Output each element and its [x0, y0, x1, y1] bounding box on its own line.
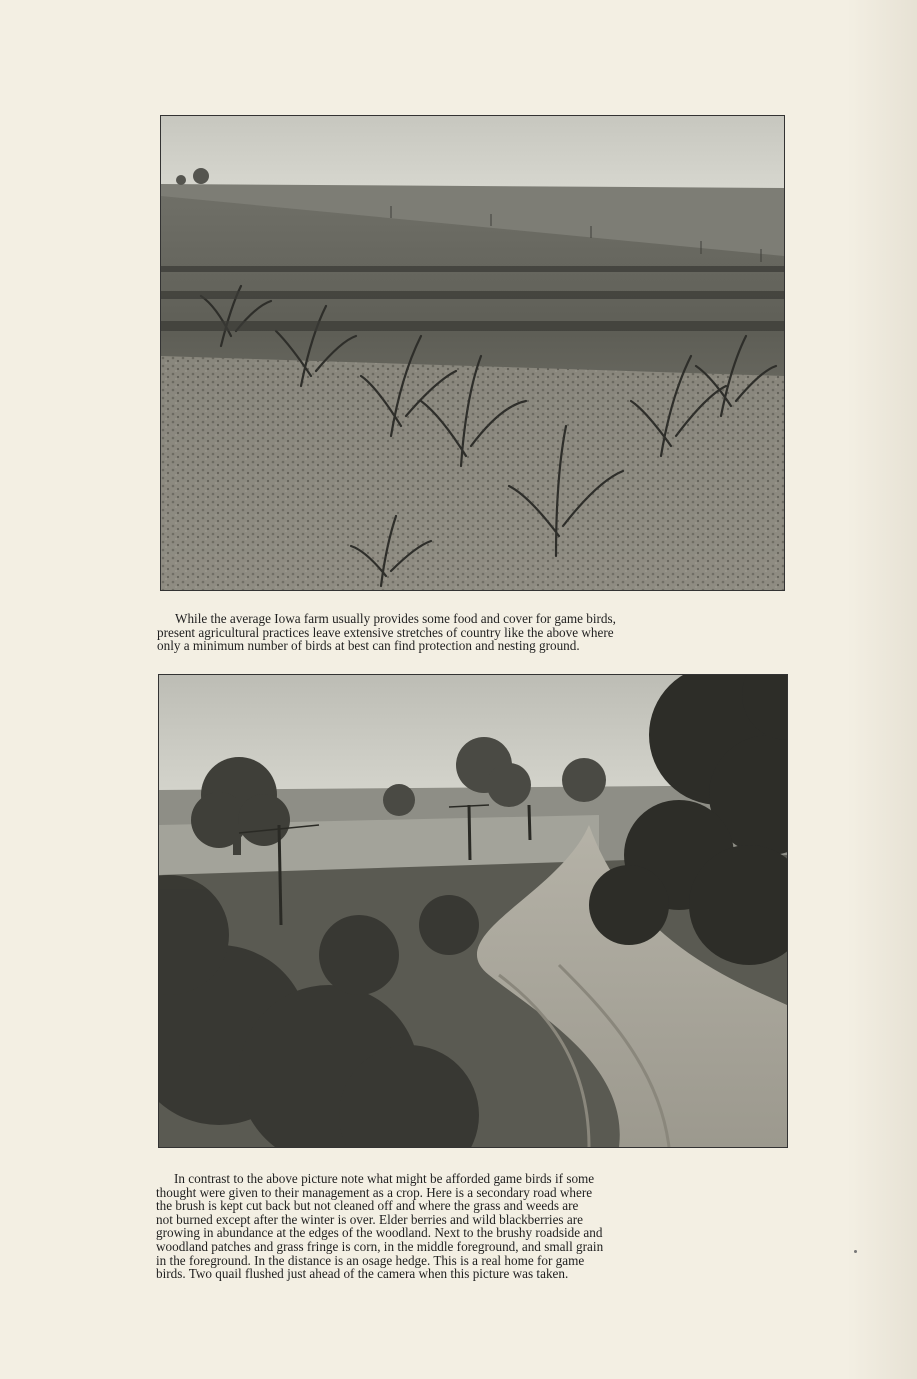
paper-speck: [854, 1250, 857, 1253]
caption-line: present agricultural practices leave extensive stretches of country like the above where: [157, 624, 614, 640]
roadside-photo: [158, 674, 788, 1148]
caption-line: birds. Two quail flushed just ahead of the camera when this picture was taken.: [156, 1266, 569, 1282]
caption-line: In contrast to the above picture note what might be afforded game birds if some: [174, 1171, 595, 1186]
caption-roadside: [156, 1172, 786, 1281]
caption-line: thought were given to their management as a crop. Here is a secondary road where: [156, 1184, 593, 1200]
caption-line: growing in abundance at the edges of the woodland. Next to the brushy roadside and: [156, 1225, 603, 1241]
cornfield-photo: [160, 115, 785, 591]
caption-cornfield: [157, 612, 788, 653]
page-shadow: [847, 0, 917, 1379]
caption-line: not burned except after the winter is over. Elder berries and wild blackberries are: [156, 1211, 583, 1227]
caption-line: only a minimum number of birds at best can find protection and nesting ground.: [157, 638, 580, 654]
caption-line: the brush is kept cut back but not cleaned off and where the grass and weeds are: [156, 1198, 579, 1214]
caption-line: woodland patches and grass fringe is corn, in the middle foreground, and small grain: [156, 1238, 604, 1254]
caption-line: in the foreground. In the distance is an osage hedge. This is a real home for game: [156, 1252, 585, 1268]
caption-line: While the average Iowa farm usually provides some food and cover for game birds,: [175, 611, 616, 626]
